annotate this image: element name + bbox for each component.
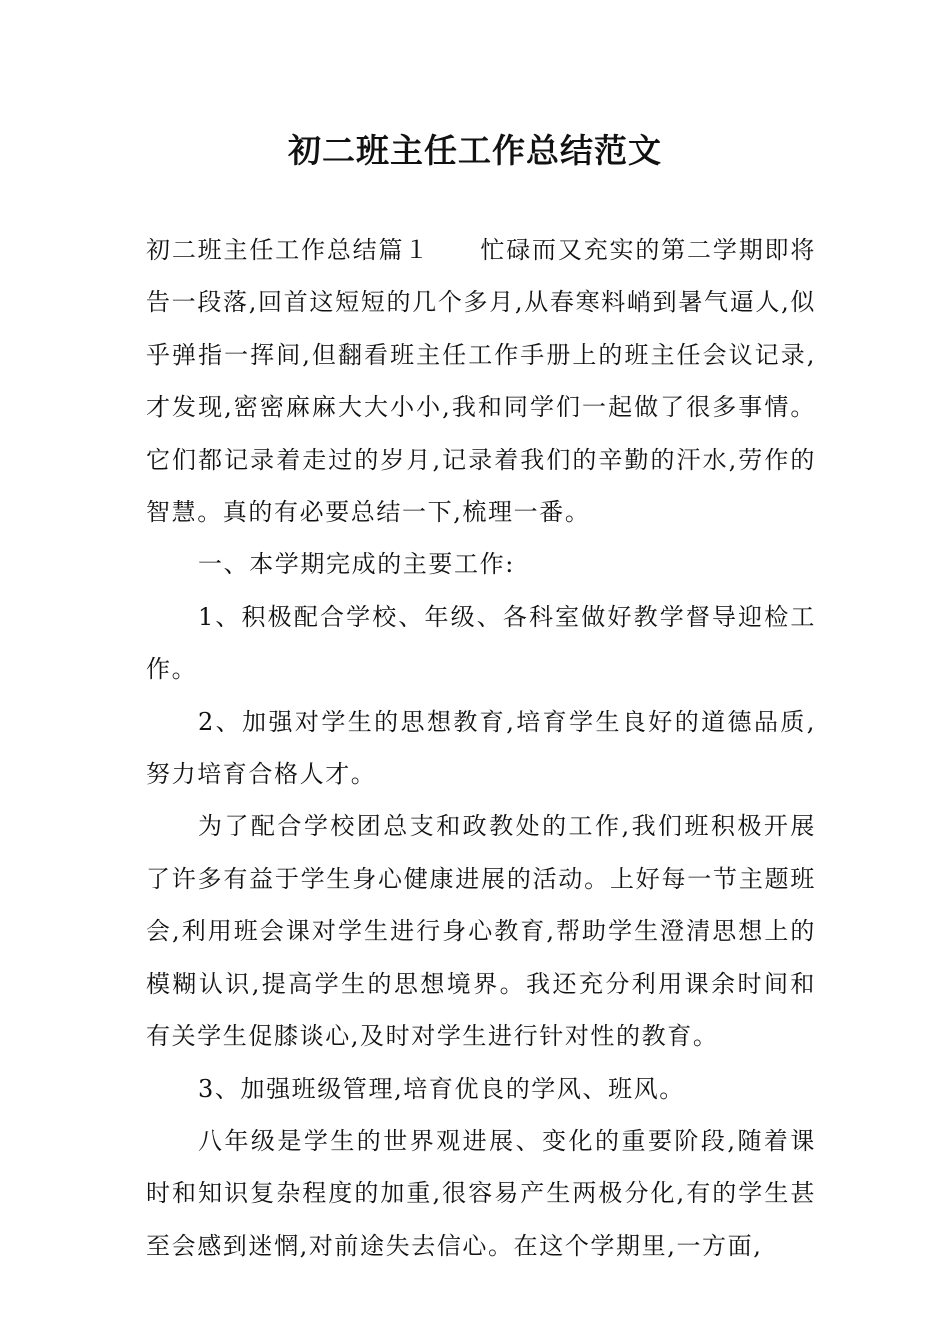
document-body	[146, 224, 816, 1272]
intro-paragraph	[146, 224, 816, 538]
list-item-1: 1、积极配合学校、年级、各科室做好教学督导迎检工作。	[146, 602, 816, 684]
list-item-2: 2、加强对学生的思想教育,培育学生良好的道德品质,努力培育合格人才。	[146, 707, 816, 789]
body-paragraph: 八年级是学生的世界观进展、变化的重要阶段,随着课时和知识复杂程度的加重,很容易产生两极分化,有的学生甚至会感到迷惘,对前途失去信心。在这个学期里,一方面,	[146, 1126, 816, 1260]
document-title: 初二班主任工作总结范文	[288, 131, 662, 170]
outline-heading: 一、本学期完成的主要工作:	[198, 550, 515, 579]
body-paragraph: 为了配合学校团总支和政教处的工作,我们班积极开展了许多有益于学生身心健康进展的活动。上好每一节主题班会,利用班会课对学生进行身心教育,帮助学生澄清思想上的模糊认识,提高学生的思想境界。我还充分利用课余时间和有关学生促膝谈心,及时对学生进行针对性的教育。	[146, 812, 816, 1051]
section-heading: 初二班主任工作总结篇１	[146, 236, 431, 264]
list-item-3: 3、加强班级管理,培育优良的学风、班风。	[198, 1074, 685, 1103]
intro-text: 忙碌而又充实的第二学期即将告一段落,回首这短短的几个多月,从春寒料峭到暑气逼人,似乎弹指一挥间,但翻看班主任工作手册上的班主任会议记录,才发现,密密麻麻大大小小,我和同学们一起做了很多事情。它们都记录着走过的岁月,记录着我们的辛勤的汗水,劳作的智慧。真的有必要总结一下,梳理一番。	[146, 236, 816, 527]
